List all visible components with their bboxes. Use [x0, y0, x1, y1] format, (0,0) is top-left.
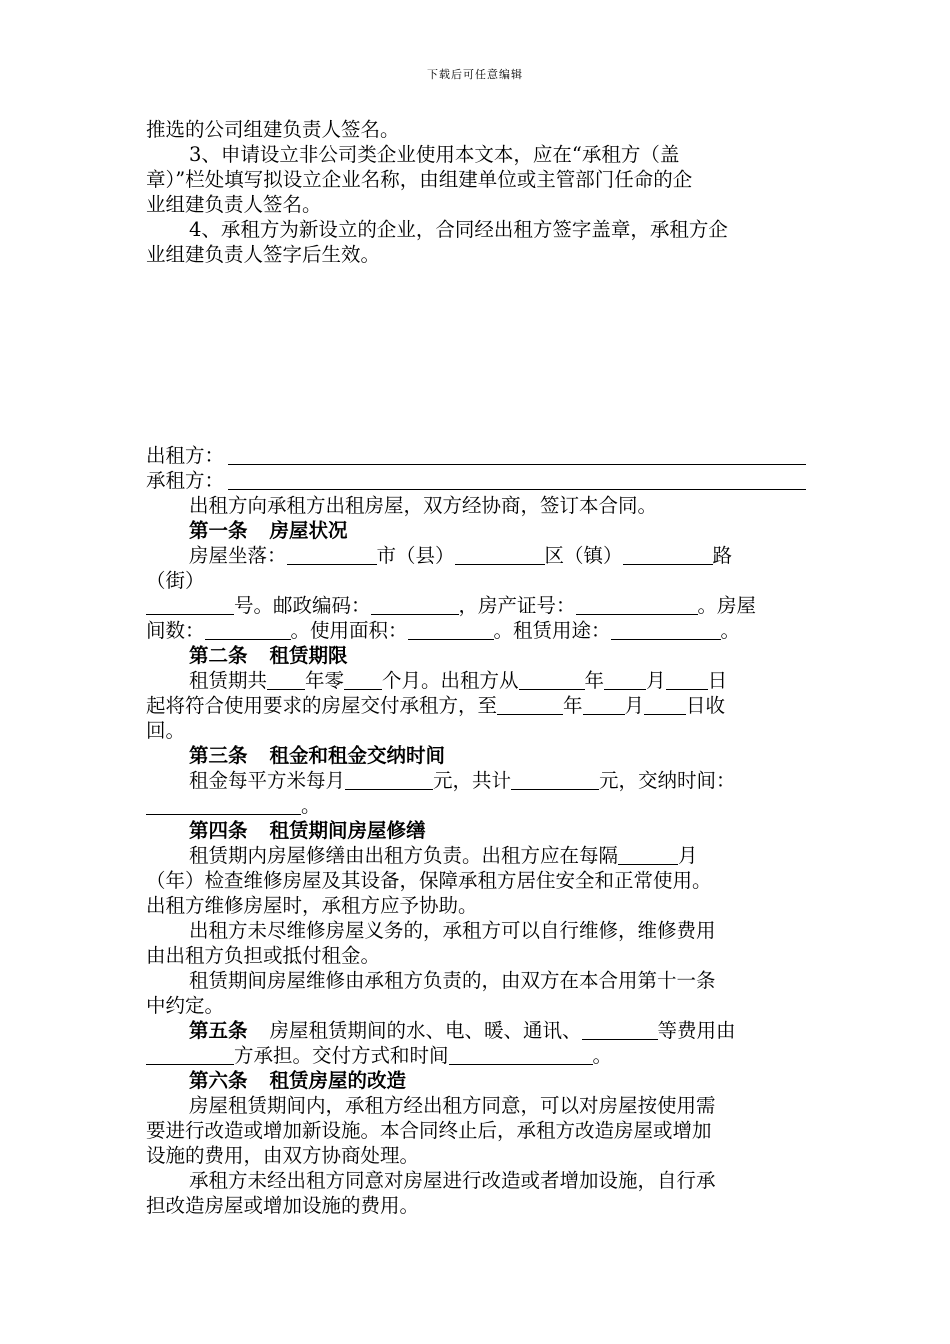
- area-blank[interactable]: [408, 620, 494, 640]
- article-4-line-5: 由出租方负担或抵付租金。: [146, 944, 381, 967]
- text: 等费用由: [657, 1019, 736, 1042]
- delivery-method-blank[interactable]: [449, 1045, 593, 1065]
- article-2-line-2: [146, 693, 806, 718]
- article-number: 第五条: [189, 1019, 248, 1042]
- lessee-signature-line[interactable]: [146, 468, 806, 493]
- article-4-line-2: （年）检查维修房屋及其设备，保障承租方居住安全和正常使用。: [146, 869, 712, 892]
- article-1-heading: [146, 518, 806, 543]
- article-4-line-3: 出租方维修房屋时，承租方应予协助。: [146, 894, 478, 917]
- page-header: 下载后可任意编辑: [427, 68, 523, 81]
- lessee-blank[interactable]: [228, 469, 806, 490]
- text: 。: [301, 794, 321, 817]
- article-title: 租金和租金交纳时间: [269, 744, 446, 767]
- article-1-line-2: （街）: [146, 569, 205, 592]
- article-3-heading: [146, 743, 806, 768]
- end-month-blank[interactable]: [583, 695, 625, 715]
- text: 市（县）: [376, 544, 455, 567]
- text: 租金每平方米每月: [189, 769, 346, 792]
- text: 年: [584, 669, 605, 692]
- article-3-line-2: [146, 793, 806, 818]
- article-number: 第二条: [189, 644, 248, 667]
- room-count-blank[interactable]: [205, 620, 291, 640]
- article-1-line-3: [146, 593, 806, 618]
- text: 。使用面积：: [290, 619, 408, 642]
- lessor-label: 出租方：: [146, 444, 225, 467]
- article-6-line-1: 房屋租赁期间内，承租方经出租方同意，可以对房屋按使用需: [189, 1094, 716, 1117]
- start-day-blank[interactable]: [666, 670, 708, 690]
- text: 房屋租赁期间的水、电、暖、通讯、: [269, 1019, 582, 1042]
- text: 房屋坐落：: [189, 544, 287, 567]
- other-fees-blank[interactable]: [582, 1020, 658, 1040]
- notes-section: [146, 117, 806, 267]
- text: 方承担。交付方式和时间: [234, 1044, 449, 1067]
- article-6-line-5: 担改造房屋或增加设施的费用。: [146, 1194, 420, 1217]
- number-blank[interactable]: [146, 595, 234, 615]
- note-line: 章）”栏处填写拟设立企业名称，由组建单位或主管部门任命的企: [146, 168, 693, 191]
- article-2-line-3: 回。: [146, 719, 186, 742]
- text: 月: [678, 844, 698, 867]
- article-6-line-4: 承租方未经出租方同意对房屋进行改造或者增加设施，自行承: [189, 1169, 716, 1192]
- text: 起将符合使用要求的房屋交付承租方，至: [146, 694, 498, 717]
- text: 日: [707, 669, 728, 692]
- article-4-line-6: 租赁期间房屋维修由承租方负责的，由双方在本合用第十一条: [189, 969, 716, 992]
- note-line: 业组建负责人签字后生效。: [146, 243, 381, 266]
- years-blank[interactable]: [267, 670, 305, 690]
- contract-body: [146, 443, 806, 1218]
- article-number: 第六条: [189, 1069, 248, 1092]
- article-1-line-4: [146, 618, 806, 643]
- article-number: 第四条: [189, 819, 248, 842]
- text: 元，交纳时间：: [599, 769, 736, 792]
- text: ，房产证号：: [458, 594, 576, 617]
- lessor-signature-line[interactable]: [146, 443, 806, 468]
- article-6-heading: [146, 1068, 806, 1093]
- article-number: 第三条: [189, 744, 248, 767]
- lessee-label: 承租方：: [146, 469, 225, 492]
- note-line: 业组建负责人签名。: [146, 193, 322, 216]
- article-6-line-2: 要进行改造或增加新设施。本合同终止后，承租方改造房屋或增加: [146, 1119, 712, 1142]
- text: 号。邮政编码：: [234, 594, 371, 617]
- end-day-blank[interactable]: [644, 695, 686, 715]
- article-4-line-1: [146, 843, 806, 868]
- rent-total-blank[interactable]: [511, 770, 599, 790]
- article-4-heading: [146, 818, 806, 843]
- article-6-line-3: 设施的费用，由双方协商处理。: [146, 1144, 420, 1167]
- inspection-interval-blank[interactable]: [618, 845, 678, 865]
- article-title: 租赁期限: [269, 644, 348, 667]
- text: 日收: [686, 694, 726, 717]
- road-blank[interactable]: [623, 545, 713, 565]
- end-year-blank[interactable]: [497, 695, 563, 715]
- contract-intro: 出租方向承租方出租房屋，双方经协商，签订本合同。: [189, 494, 658, 517]
- text: 年: [563, 694, 583, 717]
- text: 月: [646, 669, 666, 692]
- article-title: 房屋状况: [269, 519, 348, 542]
- text: 间数：: [146, 619, 205, 642]
- property-cert-blank[interactable]: [576, 595, 698, 615]
- article-5-line-2: [146, 1043, 806, 1068]
- city-blank[interactable]: [287, 545, 377, 565]
- text: 。: [592, 1044, 613, 1067]
- text: 。租赁用途：: [493, 619, 611, 642]
- article-title: 租赁期间房屋修缮: [269, 819, 426, 842]
- text: 租赁期共: [189, 669, 268, 692]
- text: 年零: [305, 669, 345, 692]
- months-blank[interactable]: [344, 670, 382, 690]
- note-item-4: 4、承租方为新设立的企业，合同经出租方签字盖章，承租方企: [189, 218, 728, 241]
- payment-time-blank[interactable]: [146, 795, 301, 815]
- rent-per-sqm-blank[interactable]: [345, 770, 433, 790]
- article-2-heading: [146, 643, 806, 668]
- note-line: 推选的公司组建负责人签名。: [146, 118, 400, 141]
- text: 元，共计: [433, 769, 512, 792]
- article-1-line-1: [146, 543, 806, 568]
- text: 个月。出租方从: [382, 669, 519, 692]
- article-5-line-1: [146, 1018, 806, 1043]
- text: 路: [712, 544, 733, 567]
- text: 。: [720, 619, 741, 642]
- article-4-line-4: 出租方未尽维修房屋义务的，承租方可以自行维修，维修费用: [189, 919, 716, 942]
- article-4-line-7: 中约定。: [146, 994, 225, 1017]
- article-3-line-1: [146, 768, 806, 793]
- text: 区（镇）: [544, 544, 623, 567]
- text: 月: [624, 694, 645, 717]
- text: 租赁期内房屋修缮由出租方负责。出租方应在每隔: [189, 844, 619, 867]
- start-year-blank[interactable]: [519, 670, 585, 690]
- postcode-blank[interactable]: [371, 595, 459, 615]
- start-month-blank[interactable]: [604, 670, 646, 690]
- text: 。房屋: [697, 594, 757, 617]
- article-number: 第一条: [189, 519, 248, 542]
- district-blank[interactable]: [455, 545, 545, 565]
- lessor-blank[interactable]: [228, 444, 806, 465]
- article-title: 租赁房屋的改造: [269, 1069, 407, 1092]
- article-2-line-1: [146, 668, 806, 693]
- usage-blank[interactable]: [611, 620, 721, 640]
- responsible-party-blank[interactable]: [146, 1045, 234, 1065]
- note-item-3: 3、申请设立非公司类企业使用本文本，应在“承租方（盖: [189, 143, 680, 166]
